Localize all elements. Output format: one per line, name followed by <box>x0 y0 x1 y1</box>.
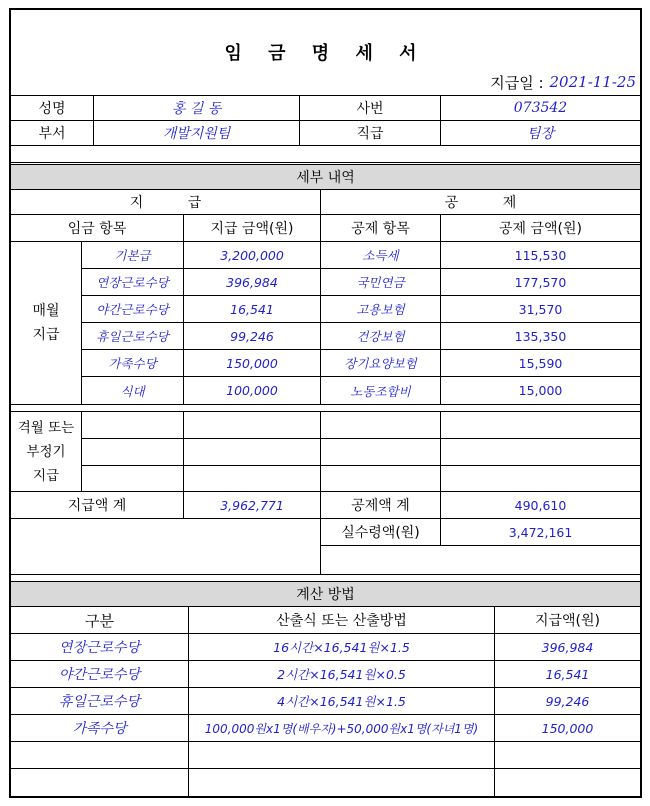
empty-cell <box>81 465 184 492</box>
deduct-item-amount: 177,570 <box>440 268 641 296</box>
calc-formula: 2시간×16,541원×0.5 <box>188 660 495 688</box>
empty-cell <box>320 545 641 575</box>
calc-category: 연장근로수당 <box>10 633 189 661</box>
calc-category: 야간근로수당 <box>10 660 189 688</box>
pay-total-label: 지급액 계 <box>10 491 184 519</box>
pay-item-name: 휴일근로수당 <box>81 322 184 350</box>
calc-amount: 16,541 <box>494 660 641 688</box>
calc-formula: 4시간×16,541원×1.5 <box>188 687 495 715</box>
irregular-label-line: 부정기 <box>26 443 66 460</box>
employee-name: 홍 길 동 <box>93 95 300 121</box>
col-calc-amount: 지급액(원) <box>494 606 641 634</box>
deduct-item-amount: 135,350 <box>440 322 641 350</box>
id-label: 사번 <box>299 95 441 121</box>
deduct-item-name: 고용보험 <box>320 295 441 323</box>
name-label: 성명 <box>10 95 94 121</box>
pay-item-amount: 150,000 <box>183 349 321 377</box>
empty-cell <box>183 465 321 492</box>
empty-cell <box>183 438 321 466</box>
net-pay-value: 3,472,161 <box>440 518 641 546</box>
empty-cell <box>440 438 641 466</box>
empty-cell <box>10 768 189 797</box>
pay-header: 지 급 <box>10 189 321 215</box>
pay-item-name: 야간근로수당 <box>81 295 184 323</box>
dept-label: 부서 <box>10 120 94 146</box>
irregular-label-line: 지급 <box>32 467 60 484</box>
net-pay-label: 실수령액(원) <box>320 518 441 546</box>
pay-item-amount: 99,246 <box>183 322 321 350</box>
employee-rank: 팀장 <box>440 120 641 146</box>
pay-item-name: 연장근로수당 <box>81 268 184 296</box>
empty-cell <box>320 438 441 466</box>
pay-item-amount: 16,541 <box>183 295 321 323</box>
empty-cell <box>440 411 641 439</box>
deduct-item-name: 건강보험 <box>320 322 441 350</box>
pay-item-name: 가족수당 <box>81 349 184 377</box>
pay-item-name: 기본급 <box>81 241 184 269</box>
deduct-total-value: 490,610 <box>440 491 641 519</box>
calc-amount: 150,000 <box>494 714 641 742</box>
irregular-label-line: 격월 또는 <box>17 419 75 436</box>
pay-total-value: 3,962,771 <box>183 491 321 519</box>
pay-item-amount: 100,000 <box>183 376 321 405</box>
deduct-item-amount: 31,570 <box>440 295 641 323</box>
irregular-pay-label <box>10 411 82 492</box>
document-title: 임 금 명 세 서 <box>224 43 427 64</box>
calc-category: 가족수당 <box>10 714 189 742</box>
deduct-item-amount: 15,590 <box>440 349 641 377</box>
monthly-pay-label <box>10 241 82 405</box>
deduct-item-name: 노동조합비 <box>320 376 441 405</box>
empty-cell <box>494 741 641 769</box>
empty-cell <box>440 465 641 492</box>
col-category: 구분 <box>10 606 189 634</box>
empty-cell <box>10 741 189 769</box>
col-pay-item: 임금 항목 <box>10 214 184 242</box>
empty-cell <box>188 741 495 769</box>
deduct-item-name: 장기요양보험 <box>320 349 441 377</box>
deduct-item-name: 국민연금 <box>320 268 441 296</box>
pay-item-amount: 396,984 <box>183 268 321 296</box>
empty-cell <box>320 465 441 492</box>
empty-cell <box>320 411 441 439</box>
details-section-title: 세부 내역 <box>10 164 641 190</box>
employee-id: 073542 <box>440 95 641 121</box>
calc-section-title: 계산 방법 <box>10 581 641 607</box>
rank-label: 직급 <box>299 120 441 146</box>
empty-cell <box>81 438 184 466</box>
deduct-item-name: 소득세 <box>320 241 441 269</box>
calc-category: 휴일근로수당 <box>10 687 189 715</box>
col-deduct-item: 공제 항목 <box>320 214 441 242</box>
deduct-total-label: 공제액 계 <box>320 491 441 519</box>
calc-formula: 16시간×16,541원×1.5 <box>188 633 495 661</box>
empty-cell <box>494 768 641 797</box>
deduct-item-amount: 115,530 <box>440 241 641 269</box>
pay-statement <box>9 8 642 798</box>
empty-cell <box>183 411 321 439</box>
pay-date-value: 2021-11-25 <box>549 73 636 91</box>
calc-formula: 100,000원x1명(배우자)+50,000원x1명(자녀1명) <box>188 714 495 742</box>
col-pay-amount: 지급 금액(원) <box>183 214 321 242</box>
calc-amount: 99,246 <box>494 687 641 715</box>
empty-cell <box>10 518 321 575</box>
empty-cell <box>81 411 184 439</box>
pay-item-amount: 3,200,000 <box>183 241 321 269</box>
spacer-row <box>10 145 641 163</box>
empty-cell <box>188 768 495 797</box>
deduct-header: 공 제 <box>320 189 641 215</box>
pay-item-name: 식대 <box>81 376 184 405</box>
pay-date-label: 지급일 : <box>490 73 544 92</box>
monthly-label-line: 지급 <box>32 327 60 343</box>
col-formula: 산출식 또는 산출방법 <box>188 606 495 634</box>
monthly-label-line: 매월 <box>32 303 60 319</box>
calc-amount: 396,984 <box>494 633 641 661</box>
pay-date <box>11 70 640 94</box>
employee-dept: 개발지원팀 <box>93 120 300 146</box>
deduct-item-amount: 15,000 <box>440 376 641 405</box>
col-deduct-amount: 공제 금액(원) <box>440 214 641 242</box>
